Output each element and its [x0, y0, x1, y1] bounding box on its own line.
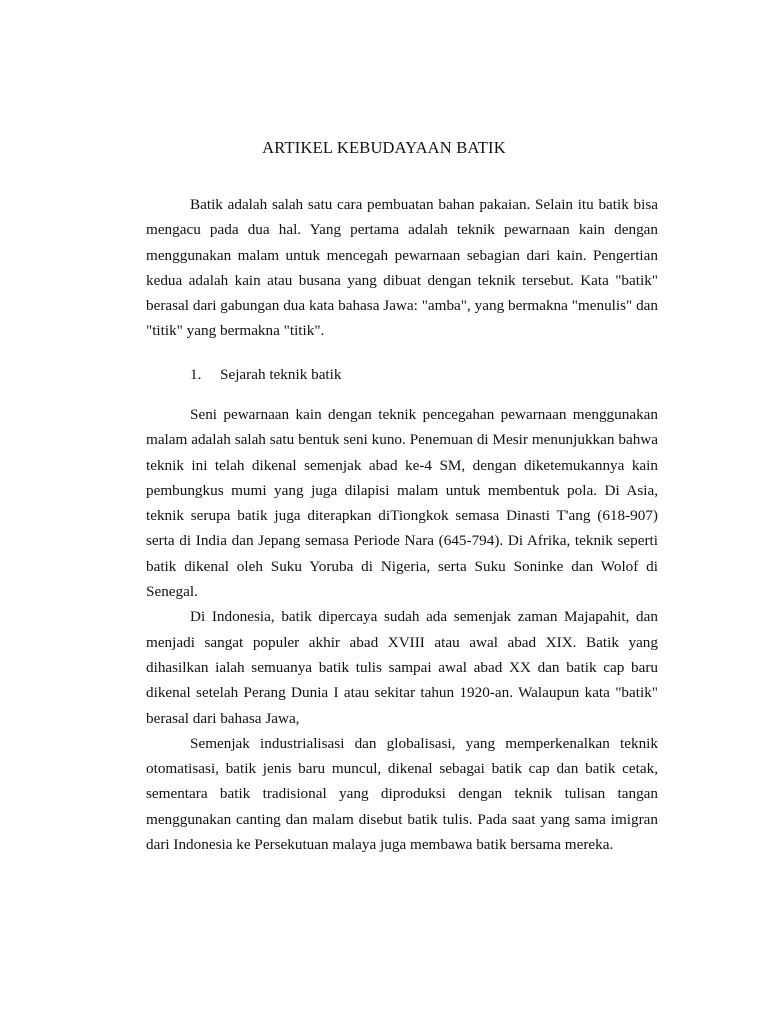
document-title: ARTIKEL KEBUDAYAAN BATIK — [262, 138, 506, 157]
body-paragraph-2: Di Indonesia, batik dipercaya sudah ada semenjak zaman Majapahit, dan menjadi sangat populer akhir abad XVIII atau awal abad XIX. Batik yang dihasilkan ialah semuanya batik tulis sampai awal abad XX dan batik cap baru dikenal setelah Perang Dunia I atau sekitar tahun 1920-an. Walaupun kata "batik" berasal dari bahasa Jawa, — [146, 608, 658, 727]
intro-paragraph: Batik adalah salah satu cara pembuatan bahan pakaian. Selain itu batik bisa mengacu pada dua hal. Yang pertama adalah teknik pewarnaan kain dengan menggunakan malam untuk mencegah pewarnaan sebagian dari kain. Pengertian kedua adalah kain atau busana yang dibuat dengan teknik tersebut. Kata "batik" berasal dari gabungan dua kata bahasa Jawa: "amba", yang bermakna "menulis" dan "titik" yang bermakna "titik". — [146, 196, 658, 340]
section-title: Sejarah teknik batik — [220, 366, 342, 383]
section-heading — [190, 363, 341, 387]
history-body — [146, 402, 658, 857]
body-paragraph-1: Seni pewarnaan kain dengan teknik pencegahan pewarnaan menggunakan malam adalah salah satu bentuk seni kuno. Penemuan di Mesir menunjukkan bahwa teknik ini telah dikenal semenjak abad ke-4 SM, dengan diketemukannya kain pembungkus mumi yang juga dilapisi malam untuk membentuk pola. Di Asia, teknik serupa batik juga diterapkan diTiongkok semasa Dinasti T'ang (618-907) serta di India dan Jepang semasa Periode Nara (645-794). Di Afrika, teknik seperti batik dikenal oleh Suku Yoruba di Nigeria, serta Suku Soninke dan Wolof di Senegal. — [146, 406, 658, 601]
intro-block — [146, 192, 658, 344]
body-paragraph-3: Semenjak industrialisasi dan globalisasi, yang memperkenalkan teknik otomatisasi, batik jenis baru muncul, dikenal sebagai batik cap dan batik cetak, sementara batik tradisional yang diproduksi dengan teknik tulisan tangan menggunakan canting dan malam disebut batik tulis. Pada saat yang sama imigran dari Indonesia ke Persekutuan malaya juga membawa batik bersama mereka. — [146, 734, 658, 854]
section-number: 1. — [190, 366, 202, 383]
